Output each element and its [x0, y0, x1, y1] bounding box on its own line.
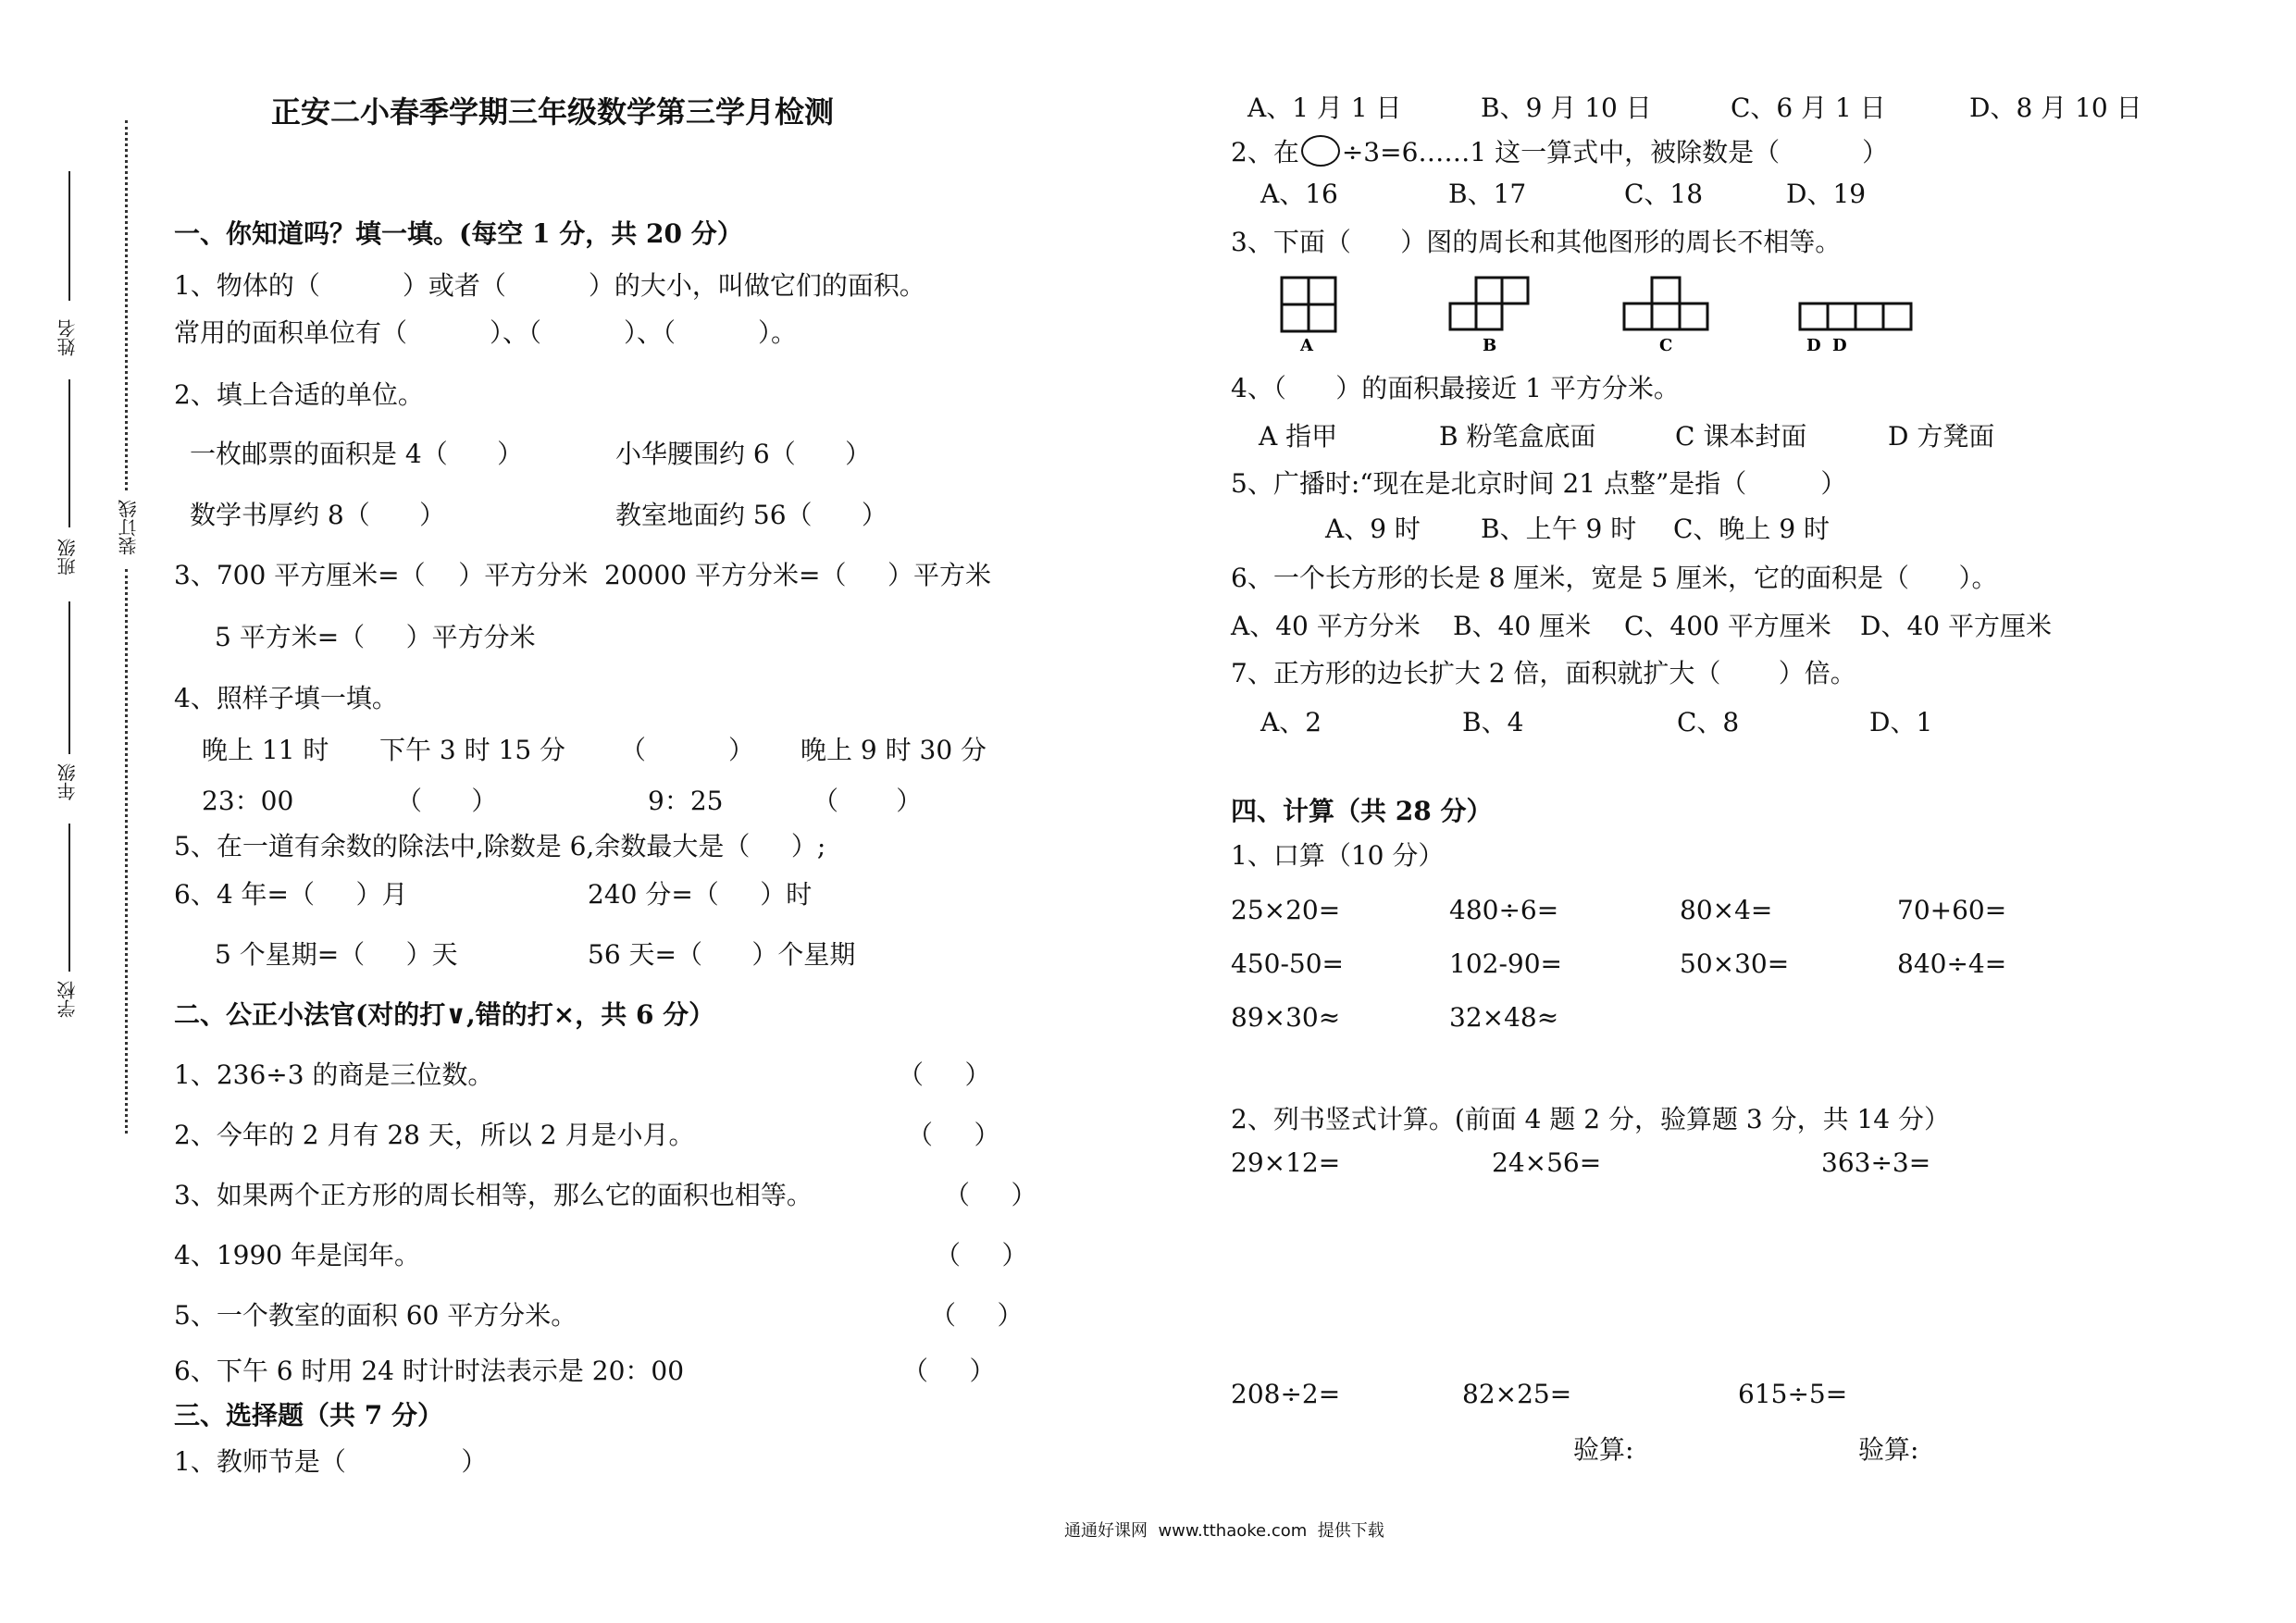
s2-answer-3[interactable]: （ ）	[944, 1180, 1037, 1210]
s1-q6-a: 6、4 年=（ ）月	[174, 879, 408, 910]
s2-item-1: 1、236÷3 的商是三位数。	[174, 1059, 494, 1090]
s3-q7-option-b: B、4	[1462, 707, 1524, 737]
s2-item-4: 4、1990 年是闰年。	[174, 1240, 420, 1270]
s3-q6-option-d: D、40 平方厘米	[1860, 611, 2052, 641]
s1-q3-line1: 3、700 平方厘米=（ ）平方分米 20000 平方分米=（ ）平方米	[174, 560, 991, 590]
section-2-heading: 二、公正小法官(对的打∨,错的打×，共 6 分）	[174, 999, 715, 1030]
s3-q4-option-c: C 课本封面	[1675, 421, 1807, 452]
s3-q4-option-b: B 粉笔盒底面	[1439, 421, 1596, 452]
s2-answer-6[interactable]: （ ）	[902, 1356, 996, 1386]
s3-q1-option-b: B、9 月 10 日	[1481, 93, 1652, 123]
binding-class-label: 班级	[56, 539, 79, 576]
s3-q1-option-a: A、1 月 1 日	[1247, 93, 1402, 123]
s3-q7-option-c: C、8	[1677, 707, 1740, 737]
s3-q5-option-a: A、9 时	[1325, 514, 1421, 544]
s3-q5-option-b: B、上午 9 时	[1481, 514, 1637, 544]
figure-label-d2: D	[1806, 336, 1821, 355]
figure-label-d: D	[1832, 336, 1847, 355]
oral-3-1: 89×30≈	[1231, 1002, 1341, 1033]
s1-q6-c: 5 个星期=（ ）天	[215, 939, 458, 970]
oral-1-2: 480÷6=	[1449, 895, 1559, 925]
vertical-2-3: 615÷5=	[1738, 1379, 1848, 1409]
s1-q1-line1: 1、物体的（ ）或者（ ）的大小，叫做它们的面积。	[174, 270, 925, 301]
s3-q7: 7、正方形的边长扩大 2 倍，面积就扩大（ ）倍。	[1231, 658, 1856, 688]
footer-source: 通通好课网 www.tthaoke.com 提供下载	[1064, 1521, 1384, 1541]
s2-item-3: 3、如果两个正方形的周长相等，那么它的面积也相等。	[174, 1180, 813, 1210]
figure-a	[1282, 278, 1335, 331]
oral-2-4: 840÷4=	[1897, 948, 2007, 979]
check-label-1: 验算:	[1573, 1434, 1634, 1465]
binding-dotted-line-bottom	[125, 569, 128, 1134]
s1-q5: 5、在一道有余数的除法中,除数是 6,余数最大是（ ）;	[174, 831, 826, 861]
vertical-1-3: 363÷3=	[1821, 1147, 1931, 1178]
s3-q2	[1231, 135, 1888, 168]
binding-dotted-line-top	[125, 120, 128, 490]
s3-q6: 6、一个长方形的长是 8 厘米，宽是 5 厘米，它的面积是（ ）。	[1231, 563, 1998, 593]
s3-q2-option-c: C、18	[1624, 179, 1704, 209]
s3-q1-option-d: D、8 月 10 日	[1969, 93, 2142, 123]
s1-q3-line2: 5 平方米=（ ）平方分米	[215, 622, 536, 652]
s1-q2-a: 一枚邮票的面积是 4（ ）	[190, 439, 524, 469]
s3-q2-option-d: D、19	[1786, 179, 1867, 209]
oral-3-2: 32×48≈	[1449, 1002, 1559, 1033]
s3-q2-option-b: B、17	[1448, 179, 1527, 209]
figure-c	[1624, 278, 1707, 329]
s3-q4-option-d: D 方凳面	[1888, 421, 1995, 452]
binding-school-label: 学校	[56, 981, 79, 1018]
vertical-1-1: 29×12=	[1231, 1147, 1341, 1178]
exam-title: 正安二小春季学期三年级数学第三学月检测	[271, 94, 835, 130]
oral-1-4: 70+60=	[1897, 895, 2007, 925]
binding-grade-label: 年级	[56, 763, 79, 800]
s2-answer-4[interactable]: （ ）	[935, 1240, 1028, 1270]
s3-q7-option-d: D、1	[1869, 707, 1933, 737]
section-3-heading: 三、选择题（共 7 分）	[174, 1400, 443, 1431]
figure-label-b: B	[1483, 336, 1497, 355]
figure-label-a: A	[1300, 336, 1313, 355]
s2-answer-1[interactable]: （ ）	[898, 1059, 991, 1090]
class-underline	[68, 379, 70, 527]
s2-item-5: 5、一个教室的面积 60 平方分米。	[174, 1300, 577, 1331]
s1-q4-g: 9：25	[648, 786, 724, 816]
vertical-2-1: 208÷2=	[1231, 1379, 1341, 1409]
oral-2-2: 102-90=	[1449, 948, 1562, 979]
section-4-heading: 四、计算（共 28 分）	[1231, 796, 1493, 826]
figure-label-c: C	[1659, 336, 1673, 355]
oral-1-3: 80×4=	[1680, 895, 1773, 925]
s1-q4-f: （ ）	[396, 786, 498, 816]
oral-2-3: 50×30=	[1680, 948, 1790, 979]
s4-sub1: 1、口算（10 分）	[1231, 840, 1445, 871]
s3-q1: 1、教师节是（ ）	[174, 1446, 488, 1477]
s1-q2-c: 数学书厚约 8（ ）	[190, 500, 446, 530]
s3-q4-option-a: A 指甲	[1259, 421, 1338, 452]
figure-b	[1450, 278, 1528, 329]
figure-d-shape	[1795, 278, 1925, 355]
s2-answer-2[interactable]: （ ）	[907, 1120, 1000, 1150]
s3-q1-option-c: C、6 月 1 日	[1731, 93, 1886, 123]
s1-q1-line2: 常用的面积单位有（ ）、（ ）、（ ）。	[174, 317, 798, 348]
s2-item-2: 2、今年的 2 月有 28 天，所以 2 月是小月。	[174, 1120, 695, 1150]
s3-q6-option-a: A、40 平方分米	[1231, 611, 1421, 641]
s1-q4-e: 23：00	[202, 786, 294, 816]
s2-item-6: 6、下午 6 时用 24 时计时法表示是 20：00	[174, 1356, 685, 1386]
s3-q2-suffix: ÷3=6……1 这一算式中，被除数是（ ）	[1341, 137, 1889, 167]
s1-q4-c: （ ）	[620, 735, 755, 765]
perimeter-figures	[1277, 273, 1847, 356]
s1-q4-a: 晚上 11 时	[202, 735, 329, 765]
s1-q6-d: 56 天=（ ）个星期	[588, 939, 856, 970]
grade-underline	[68, 601, 70, 754]
s1-q2-b: 小华腰围约 6（ ）	[615, 439, 872, 469]
name-underline	[68, 171, 70, 301]
s1-q4-h: （ ）	[813, 786, 923, 816]
s1-q2: 2、填上合适的单位。	[174, 379, 424, 410]
s1-q4: 4、照样子填一填。	[174, 683, 398, 713]
s3-q5: 5、广播时:“现在是北京时间 21 点整”是指（ ）	[1231, 468, 1847, 499]
s1-q4-b: 下午 3 时 15 分	[379, 735, 566, 765]
s3-q6-option-b: B、40 厘米	[1453, 611, 1592, 641]
section-1-heading: 一、你知道吗？填一填。(每空 1 分，共 20 分）	[174, 218, 743, 249]
s3-q4: 4、（ ）的面积最接近 1 平方分米。	[1231, 373, 1680, 403]
s2-answer-5[interactable]: （ ）	[930, 1300, 1024, 1331]
s3-q3: 3、下面（ ）图的周长和其他图形的周长不相等。	[1231, 227, 1842, 257]
vertical-2-2: 82×25=	[1462, 1379, 1572, 1409]
s3-q5-option-c: C、晚上 9 时	[1673, 514, 1831, 544]
s3-q2-option-a: A、16	[1260, 179, 1338, 209]
s1-q6-b: 240 分=（ ）时	[588, 879, 813, 910]
school-underline	[68, 824, 70, 972]
s1-q2-d: 教室地面约 56（ ）	[615, 500, 887, 530]
check-label-2: 验算:	[1858, 1434, 1919, 1465]
s3-q6-option-c: C、400 平方厘米	[1624, 611, 1831, 641]
vertical-1-2: 24×56=	[1492, 1147, 1602, 1178]
s3-q2-prefix: 2、在	[1231, 137, 1299, 167]
s4-sub2: 2、列书竖式计算。(前面 4 题 2 分，验算题 3 分，共 14 分）	[1231, 1104, 1951, 1134]
blank-circle[interactable]	[1301, 135, 1340, 167]
s3-q7-option-a: A、2	[1260, 707, 1322, 737]
binding-name-label: 姓名	[56, 319, 79, 356]
oral-2-1: 450-50=	[1231, 948, 1344, 979]
oral-1-1: 25×20=	[1231, 895, 1341, 925]
binding-line-label: 装订线	[118, 500, 140, 555]
s1-q4-d: 晚上 9 时 30 分	[800, 735, 987, 765]
